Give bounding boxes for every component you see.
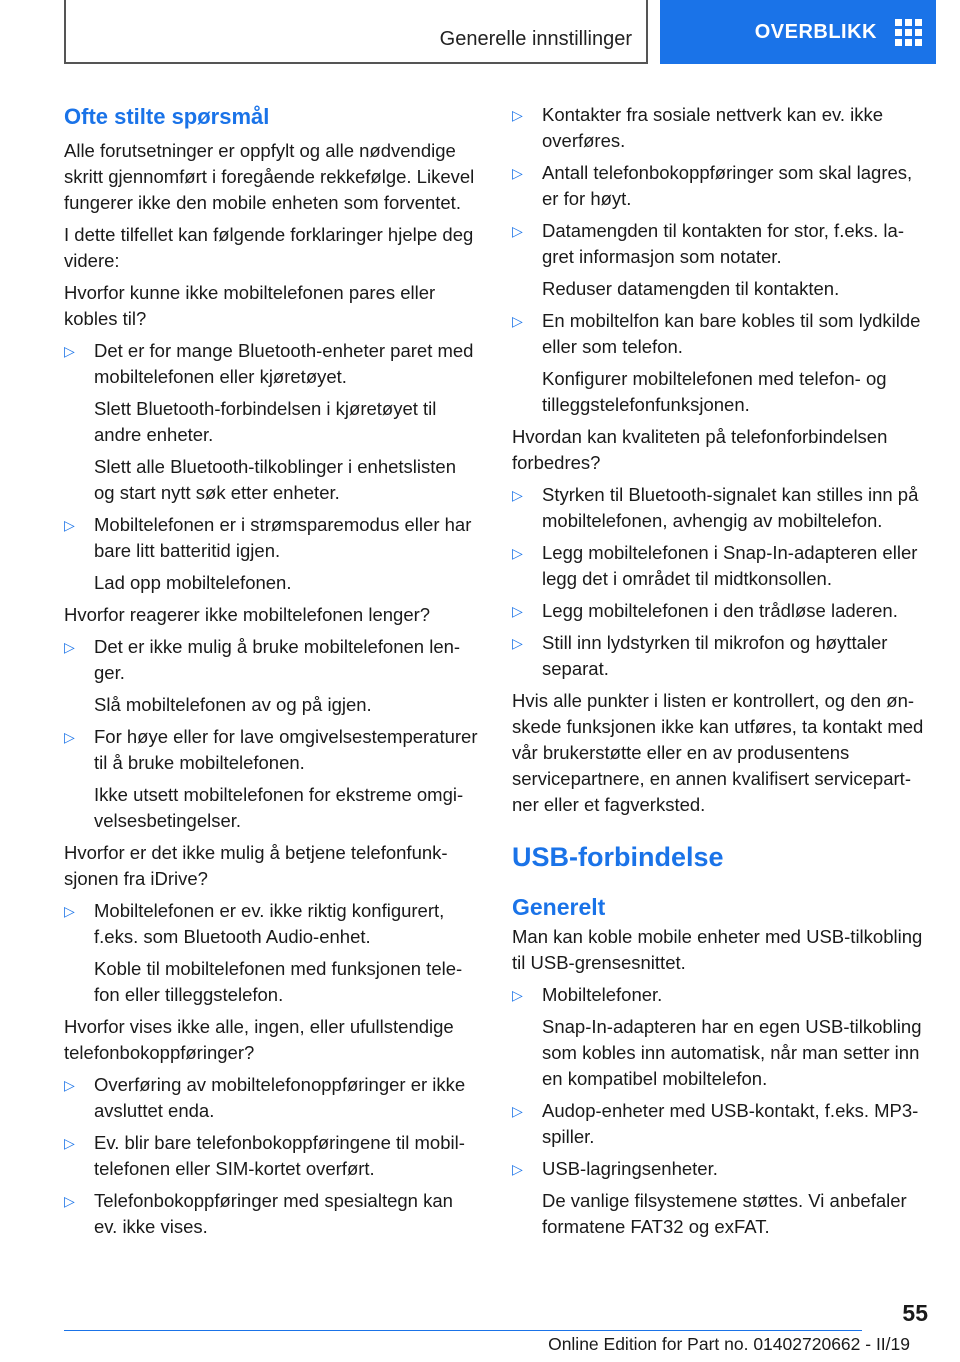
list-item-text: For høye eller for lave omgivelsestemperaturer til å bruke mobiltelefonen. [94, 726, 478, 773]
triangle-bullet-icon: ▷ [512, 1161, 523, 1177]
list-item [512, 1156, 928, 1240]
list-item [512, 1098, 928, 1150]
list-item-remedy: Koble til mobiltelefonen med funksjonen telefon eller tilleggstelefon. [94, 958, 463, 1005]
triangle-bullet-icon: ▷ [512, 545, 523, 561]
list-item-text: En mobiltelfon kan bare kobles til som lydkilde eller som telefon. [542, 310, 921, 357]
list-item [64, 338, 480, 506]
list-item [512, 540, 928, 592]
list-item-text: Legg mobiltelefonen i den trådløse laderen. [542, 600, 898, 621]
list-item [64, 724, 480, 834]
answer-list-idrive [64, 898, 480, 1008]
list-item [64, 1188, 480, 1240]
list-item [512, 598, 928, 624]
question-phonebook: Hvorfor vises ikke alle, ingen, eller ufullstendige telefonbokoppføringer? [64, 1016, 454, 1063]
left-column [64, 102, 480, 1246]
general-subtitle: Generelt [512, 894, 606, 920]
list-item [512, 630, 928, 682]
overview-button[interactable] [660, 0, 936, 64]
list-item [512, 160, 928, 212]
list-item-remedy: Slå mobiltelefonen av og på igjen. [94, 694, 372, 715]
triangle-bullet-icon: ▷ [512, 635, 523, 651]
list-item-remedy: Ikke utsett mobiltelefonen for ekstreme omgivelsesbetingelser. [94, 784, 464, 831]
question-call-quality: Hvordan kan kvaliteten på telefonforbindelsen forbedres? [512, 426, 888, 473]
right-column [512, 102, 928, 1246]
triangle-bullet-icon: ▷ [512, 603, 523, 619]
triangle-bullet-icon: ▷ [512, 487, 523, 503]
footer-divider [64, 1330, 862, 1331]
triangle-bullet-icon: ▷ [64, 639, 75, 655]
answer-list-call-quality [512, 482, 928, 682]
list-item-remedy: Slett Bluetooth-forbindelsen i kjøretøyet til andre enheter. [94, 398, 437, 445]
list-item-remedy: Konfigurer mobiltelefonen med telefon- og tilleggstelefonfunksjonen. [542, 368, 887, 415]
list-item-text: Mobiltelefonen er ev. ikke riktig konfigurert, f.eks. som Bluetooth Audio-enhet. [94, 900, 445, 947]
page-number: 55 [902, 1300, 928, 1326]
list-item-text: Telefonbokoppføringer med spesialtegn kan ev. ikke vises. [94, 1190, 453, 1237]
list-item [64, 1130, 480, 1182]
triangle-bullet-icon: ▷ [512, 223, 523, 239]
triangle-bullet-icon: ▷ [64, 1193, 75, 1209]
list-item-text: Mobiltelefoner. [542, 984, 663, 1005]
grid-icon [895, 19, 922, 46]
triangle-bullet-icon: ▷ [64, 903, 75, 919]
faq-title: Ofte stilte spørsmål [64, 104, 270, 129]
list-item-text: Overføring av mobiltelefonoppføringer er ikke avsluttet enda. [94, 1074, 466, 1121]
triangle-bullet-icon: ▷ [64, 343, 75, 359]
usb-intro: Man kan koble mobile enheter med USB-tilkobling til USB-grensesnittet. [512, 926, 923, 973]
triangle-bullet-icon: ▷ [64, 517, 75, 533]
closing-paragraph: Hvis alle punkter i listen er kontrollert, og den ønskede funksjonen ikke kan utføres, ta kontakt med vår brukerstøtte eller en av produsentens servicepartnere, en annen kvalifisert servicepartner eller et fagverksted. [512, 690, 924, 815]
list-item-text: Mobiltelefonen er i strømsparemodus eller har bare litt batteritid igjen. [94, 514, 472, 561]
section-label: Generelle innstillinger [439, 28, 632, 50]
overview-label: OVERBLIKK [754, 20, 877, 43]
list-item-text: Det er for mange Bluetooth-enheter paret med mobiltelefonen eller kjøretøyet. [94, 340, 474, 387]
list-item-remedy: Lad opp mobiltelefonen. [94, 572, 292, 593]
triangle-bullet-icon: ▷ [512, 165, 523, 181]
usb-chapter-title: USB-forbindelse [512, 842, 724, 872]
list-item [512, 482, 928, 534]
list-item [512, 982, 928, 1092]
list-item [64, 634, 480, 718]
answer-list-phonebook [64, 1072, 480, 1240]
list-item-text: Kontakter fra sosiale nettverk kan ev. ikke overføres. [542, 104, 884, 151]
triangle-bullet-icon: ▷ [64, 729, 75, 745]
answer-list-pairing [64, 338, 480, 596]
list-item-text: Ev. blir bare telefonbokoppføringene til mobiltelefonen eller SIM-kortet overført. [94, 1132, 465, 1179]
list-item-remedy: Slett alle Bluetooth-tilkoblinger i enhetslisten og start nytt søk etter enheter. [94, 456, 456, 503]
question-not-responding: Hvorfor reagerer ikke mobiltelefonen lenger? [64, 604, 431, 625]
triangle-bullet-icon: ▷ [512, 313, 523, 329]
page-header [64, 0, 936, 66]
list-item-remedy: Reduser datamengden til kontakten. [542, 278, 840, 299]
intro-paragraph: Alle forutsetninger er oppfylt og alle nødvendige skritt gjennomført i foregående rekkefølge. Likevel fungerer ikke den mobile enheten som forventet. [64, 140, 475, 213]
list-item-text: USB-lagringsenheter. [542, 1158, 718, 1179]
list-item [512, 102, 928, 154]
list-item-text: Antall telefonbokoppføringer som skal lagres, er for høyt. [542, 162, 913, 209]
list-item [64, 1072, 480, 1124]
section-tab[interactable] [64, 0, 648, 64]
answer-list-phonebook-continued [512, 102, 928, 418]
list-item-remedy: Snap-In-adapteren har en egen USB-tilkobling som kobles inn automatisk, når man setter inn en kompatibel mobiltelefon. [542, 1016, 922, 1089]
list-item [64, 512, 480, 596]
question-idrive: Hvorfor er det ikke mulig å betjene telefonfunksjonen fra iDrive? [64, 842, 448, 889]
usb-device-list [512, 982, 928, 1240]
list-item-text: Still inn lydstyrken til mikrofon og høyttaler separat. [542, 632, 888, 679]
list-item-text: Styrken til Bluetooth-signalet kan stilles inn på mobiltelefonen, avhengig av mobiltelefon. [542, 484, 919, 531]
list-item-text: Audop-enheter med USB-kontakt, f.eks. MP3-spiller. [542, 1100, 919, 1147]
triangle-bullet-icon: ▷ [64, 1077, 75, 1093]
answer-list-not-responding [64, 634, 480, 834]
list-item [512, 308, 928, 418]
question-pairing: Hvorfor kunne ikke mobiltelefonen pares eller kobles til? [64, 282, 436, 329]
triangle-bullet-icon: ▷ [512, 107, 523, 123]
list-item-text: Datamengden til kontakten for stor, f.eks. lagret informasjon som notater. [542, 220, 904, 267]
list-item-remedy: De vanlige filsystemene støttes. Vi anbefaler formatene FAT32 og exFAT. [542, 1190, 907, 1237]
triangle-bullet-icon: ▷ [64, 1135, 75, 1151]
footer-edition: Online Edition for Part no. 01402720662 - II/19 [548, 1334, 910, 1354]
triangle-bullet-icon: ▷ [512, 1103, 523, 1119]
list-item-text: Det er ikke mulig å bruke mobiltelefonen lenger. [94, 636, 461, 683]
list-item-text: Legg mobiltelefonen i Snap-In-adapteren eller legg det i området til midtkonsollen. [542, 542, 918, 589]
list-item [512, 218, 928, 302]
list-item [64, 898, 480, 1008]
triangle-bullet-icon: ▷ [512, 987, 523, 1003]
intro-paragraph-2: I dette tilfellet kan følgende forklaringer hjelpe deg videre: [64, 224, 474, 271]
